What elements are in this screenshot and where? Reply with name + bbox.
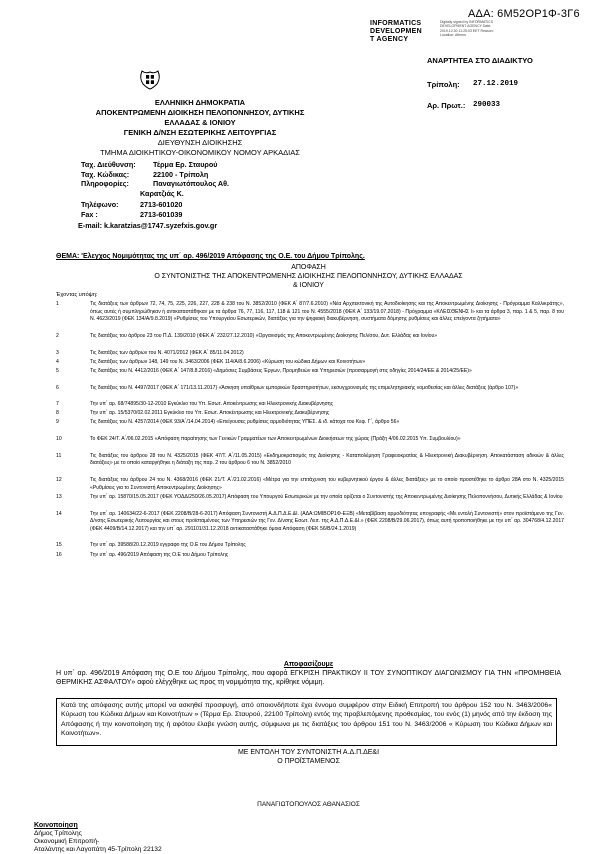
item-number: 5 bbox=[56, 367, 59, 374]
tel-fax-values bbox=[140, 200, 182, 219]
item-text: Τις διατάξεις του άρθρου 23 του Π.Δ. 139/2010 (ΦΕΚ Α΄ 232/27.12.2010) «Οργανισμός της Αποκεντρωμένης Διοίκησης Πελ/σου, Δυτ. Ελλάδας και Ιονίου» bbox=[90, 332, 438, 339]
header-block bbox=[60, 98, 340, 138]
item-number: 15 bbox=[56, 542, 62, 549]
date-value: 27.12.2019 bbox=[473, 80, 519, 88]
having-label: Έχοντας υπόψη: bbox=[56, 292, 98, 298]
greek-emblem-icon bbox=[137, 68, 163, 90]
item-number: 10 bbox=[56, 436, 62, 443]
signer-name: ΠΑΝΑΓΙΩΤΟΠΟΥΛΟΣ ΑΘΑΝΑΣΙΟΣ bbox=[257, 801, 360, 808]
protocol-row bbox=[427, 101, 501, 110]
header-line-0: ΕΛΛΗΝΙΚΗ ΔΗΜΟΚΡΑΤΙΑ bbox=[154, 98, 246, 107]
item-number: 8 bbox=[56, 410, 59, 417]
item-text: Τις διατάξεις των άρθρων 72, 74, 75, 225, 226, 227, 228 & 238 του Ν. 3852/2010 (ΦΕΚ Α΄ 87/7.6.2010) «Νέα Αρχιτεκτονική της Αυτοδιοίκησης και της Αποκεντρωμένης Διοίκησης - Πρόγραμμα Καλλικράτης», όπως αυτές ή συμπληρώθηκαν ή αντικαταστάθηκαν με τα άρθρα 76, 77, 116, 117, 118 & 121 του Ν. 4555/2018 (ΦΕΚ Α΄ 133/19.07.2018) - Πρόγραμμα «ΚΛΕΙΣΘΕΝΗΣ Ι» και τα άρθρα 3, παρ. 1 & 5, παρ. 8 του Ν. 4623/2019 (ΦΕΚ 134/Α/9.8.2019) «Ρυθμίσεις του Υπουργείου Εσωτερικών, διατάξεις για την ψηφιακή διακυβέρνηση, συστήματα δόμησης ρυθμίσεις και άλλες επείγοντα ζητήματα» bbox=[90, 301, 564, 323]
header-line-2: ΕΛΛΑΔΑΣ & ΙΟΝΙΟΥ bbox=[164, 118, 236, 127]
recipient-1: Οικονομική Επιτροπή- bbox=[34, 838, 100, 845]
item-number: 12 bbox=[56, 477, 62, 484]
signature-line-1: Ο ΠΡΟΪΣΤΑΜΕΝΟΣ bbox=[277, 758, 340, 765]
item-text: Την υπ΄ αρ. 68/74895/30-12-2010 Εγκύκλιο του Υπ. Εσωτ. Αποκέντρωσης και Ηλεκτρονικής Διακυβέρνησης bbox=[90, 401, 334, 408]
item-text: Τις διατάξεις του άρθρου 28 του Ν. 4325/2015 (ΦΕΚ 47/Τ. Α΄/11.05.2015) «Εκδημοκρατισμός της Διοίκησης - Καταπολέμηση Γραφειοκρατίας & Ηλεκτρονική Διακυβέρνηση. Αποκατάσταση αδικιών & άλλες διατάξεις» με το οποίο καταργήθηκε η διάταξη της παρ. 2 του άρθρου 6 του Ν. 3852/2010 bbox=[90, 452, 564, 467]
item-number: 2 bbox=[56, 332, 59, 339]
protocol-label: Αρ. Πρωτ.: bbox=[427, 101, 466, 110]
item-text: Την υπ΄ αρ. 15870/15.05.2017 (ΦΕΚ ΥΟΔΔ/250/26.05.2017) Απόφαση του Υπουργού Εσωτερικών με την οποία ορίζεται ο Συντονιστής της Αποκεντρωμένης Διοίκησης Πελοποννήσου, Δυτικής Ελλάδας & Ιονίου bbox=[90, 493, 563, 500]
date-row bbox=[427, 80, 519, 89]
item-text: Τις διατάξεις των άρθρων 148, 149 του Ν. 3463/2006 (ΦΕΚ 114/Α/8.6.2006) «Κύρωση του κώδικα Δήμων και Κοινοτήτων» bbox=[90, 358, 366, 365]
item-text: Τις διατάξεις του Ν. 4257/2014 (ΦΕΚ 93/Α΄/14.04.2014) «Επείγουσες ρυθμίσεις αρμοδιότητας ΥΠΕΣ. & ιδ. κάτοχα του Κεφ. Γ΄, άρθρο 56» bbox=[90, 419, 400, 426]
header-line-3: ΓΕΝΙΚΗ Δ/ΝΣΗ ΕΣΩΤΕΡΙΚΗΣ ΛΕΙΤΟΥΡΓΙΑΣ bbox=[123, 128, 277, 137]
theme-line: ΘΕΜΑ: 'Ελεγχος Νομιμότητας της υπ΄ αρ. 496/2019 Απόφασης της Ο.Ε. του Δήμου Τρίπολης. bbox=[56, 253, 365, 260]
digital-signature-text: Digitally signed by INFORMATICS DEVELOPMENT AGENCY Date: 2019.12.30 11:25:03 EET Reason: Location: Athens bbox=[440, 20, 494, 38]
email-line[interactable]: E-mail: k.karatzias@1747.syzefxis.gov.gr bbox=[78, 221, 218, 230]
informatics-agency-logo bbox=[370, 20, 494, 44]
logo-line1: INFORMATICS bbox=[370, 20, 422, 27]
info-label: Πληροφορίες: bbox=[81, 179, 129, 189]
recipient-0: Δήμος Τρίπολης bbox=[34, 830, 82, 837]
signature-line-0: ΜΕ ΕΝΤΟΛΗ ΤΟΥ ΣΥΝΤΟΝΙΣΤΗ Α.Δ.Π.ΔΕ&Ι bbox=[237, 749, 380, 756]
item-number: 9 bbox=[56, 419, 59, 426]
item-number: 4 bbox=[56, 358, 59, 365]
fax-label: Fax : bbox=[81, 209, 98, 219]
recipients-list bbox=[34, 830, 162, 854]
info-value-2: Καρατζιάς Κ. bbox=[140, 189, 184, 198]
tel-fax-labels bbox=[81, 200, 118, 219]
header-sub-block bbox=[60, 138, 340, 158]
item-number: 11 bbox=[56, 452, 62, 459]
header-sub-1: ΤΜΗΜΑ ΔΙΟΙΚΗΤΙΚΟΥ-ΟΙΚΟΝΟΜΙΚΟΥ ΝΟΜΟΥ ΑΡΚΑΔΙΑΣ bbox=[100, 148, 300, 157]
item-number: 1 bbox=[56, 301, 59, 307]
decision-line-2: & ΙΟΝΙΟΥ bbox=[293, 281, 324, 289]
item-text: Τις διατάξεις των άρθρων του Ν. 4071/2012 (ΦΕΚ Α΄ 85/11.04.2012) bbox=[90, 349, 244, 356]
info-value: Παναγιωτόπουλος Αθ. bbox=[153, 179, 230, 189]
tel-label: Τηλέφωνο: bbox=[81, 200, 119, 209]
signature-block bbox=[56, 748, 561, 766]
item-number: 14 bbox=[56, 510, 62, 517]
decision-body: Η υπ΄ αρ. 496/2019 Απόφαση της Ο.Ε του Δήμου Τρίπολης, που αφορά ΕΓΚΡΙΣΗ ΠΡΑΚΤΙΚΟΥ ΙΙ ΤΟΥ ΣΥΝΟΠΤΙΚΟΥ ΔΙΑΓΩΝΙΣΜΟΥ ΓΙΑ ΤΗΝ «ΠΡΟΜΗΘΕΙΑ ΘΕΡΜΙΚΗΣ ΑΣΦΑΛΤΟΥ» αφού ελέγχθηκε ως προς τη νομιμότητα της, κρίθηκε νόμιμη. bbox=[56, 670, 561, 687]
item-text: Την υπ΄ αρ. 39588/20.12.2019 εγγραφο της Ο.Ε του Δήμου Τρίπολης bbox=[90, 542, 246, 549]
recipient-2: Αταλάντης και Λαγοπάτη 45-Τρίπολη 22132 bbox=[34, 846, 162, 853]
date-label: Τρίπολη: bbox=[427, 80, 460, 89]
item-number: 7 bbox=[56, 401, 59, 408]
protocol-value: 290033 bbox=[473, 101, 501, 109]
contact-values bbox=[153, 160, 229, 189]
item-number: 16 bbox=[56, 551, 62, 558]
decision-title bbox=[56, 264, 561, 290]
logo-line3: T AGENCY bbox=[370, 36, 409, 43]
header-line-1: ΑΠΟΚΕΝΤΡΩΜΕΝΗ ΔΙΟΙΚΗΣΗ ΠΕΛΟΠΟΝΝΗΣΟΥ, ΔΥΤΙΚΗΣ bbox=[95, 108, 305, 117]
item-text: Την υπ΄ αρ. 15/5370/02.02.2011 Εγκύκλιο του Υπ. Εσωτ. Αποκέντρωσης και Ηλεκτρονικής Διακυβέρνησης bbox=[90, 410, 330, 417]
logo-line2: DEVELOPMEN bbox=[370, 28, 423, 35]
decision-line-0: ΑΠΟΦΑΣΗ bbox=[291, 264, 326, 271]
item-number: 6 bbox=[56, 384, 59, 391]
item-number: 13 bbox=[56, 493, 62, 500]
zip-value: 22100 - Τρίπολη bbox=[153, 169, 209, 179]
item-text: Τις διατάξεις του Ν. 4497/2017 (ΦΕΚ Α΄ 171/13.11.2017) «Άσκηση υπαίθριων εμπορικών δραστηριοτήτων, εκσυγχρονισμός της επιμελητηριακής νομοθεσίας και άλλες διατάξεις (άρθρο 107)» bbox=[90, 384, 519, 391]
tel-value: 2713-601020 bbox=[140, 200, 183, 209]
decide-heading: Αποφασίζουμε bbox=[283, 661, 334, 668]
item-text: Την υπ΄ αρ. 140634/22-6-2017 (ΦΕΚ 2208/Β/28-6-2017) Απόφαση Συντονιστή Α.Δ.Π.Δ.Ε.&Ι. (ΑΔΑ:ΩΜΙΒΟΡ1Φ-ΕΞΒ) «Μεταβίβαση αρμοδιότητας υπογραφής «Με εντολή Συντονιστή» στον προϊστάμενο της Γεν. Δ/νσης Εσωτερικής Λειτουργίας και στους προϊσταμένους των Υπηρεσιών της Γεν. Δ/νσης Εσωτ. Λειτ. της Α.Δ.Π.Δ.Ε.&Ι.» (ΦΕΚ 2208/Β/29.06.2017), όπως αυτή τροποποιήθηκε με την υπ΄ αρ. 304768/4.12.2017 (ΦΕΚ 4409/Β/14.12.2017) και την υπ΄ αρ. 291101/31.12.2018 αντικαταστάθηκε όμοια Απόφαση (ΦΕΚ 56/Β/24.1.2019) bbox=[90, 510, 564, 532]
item-text: Το ΦΕΚ 24/Τ. Α΄/06.02.2015 «Απόφαση παραίτησης των Γενικών Γραμματέων των Αποκεντρωμένων Διοικήσεων της χώρας (Πράξη 4/06.02.2015 Υπ. Συμβουλίου)» bbox=[90, 436, 461, 443]
addr-value: Τέρμα Ερ. Σταυρού bbox=[153, 160, 218, 169]
contact-labels bbox=[81, 160, 136, 189]
koinopoiisi-heading: Κοινοποίηση bbox=[34, 822, 78, 829]
ada-code: ΑΔΑ: 6Μ52ΟΡ1Φ-3Γ6 bbox=[468, 8, 580, 20]
zip-label: Ταχ. Κώδικας: bbox=[81, 169, 130, 179]
header-sub-0: ΔΙΕΥΘΥΝΣΗ ΔΙΟΙΚΗΣΗΣ bbox=[157, 138, 243, 147]
appeal-box: Κατά της απόφασης αυτής μπορεί να ασκηθεί προσφυγή, από οποιονδήποτε έχει έννομο συμφέρον στην Ειδική Επιτροπή του άρθρου 152 του Ν. 3463/2006« Κύρωση του Κώδικα Δήμων και Κοινοτήτων » (Τέρμα Ερ. Σταυρού, 22100 Τρίπολη) εντός της προβλεπόμενης προθεσμίας, του ενός (1) μηνός από την έκδοση της Απόφασης ή την κοινοποίηση της ή αφότου έλαβε γνώση αυτής, σύμφωνα με τις διατάξεις του άρθρου 151 του Ν. 3463/2006 « Κύρωση του Κώδικα Δήμων και Κοινοτήτων». bbox=[56, 698, 557, 746]
decision-line-1: Ο ΣΥΝΤΟΝΙΣΤΗΣ ΤΗΣ ΑΠΟΚΕΝΤΡΩΜΕΝΗΣ ΔΙΟΙΚΗΣΗΣ ΠΕΛΟΠΟΝΝΗΣΟΥ, ΔΥΤΙΚΗΣ ΕΛΛΑΔΑΣ bbox=[154, 272, 463, 280]
posting-label: ΑΝΑΡΤΗΤΕΑ ΣΤΟ ΔΙΑΔΙΚΤΥΟ bbox=[427, 56, 533, 65]
fax-value: 2713-601039 bbox=[140, 209, 183, 219]
addr-label: Ταχ. Διεύθυνση: bbox=[81, 160, 136, 169]
item-text: Την υπ΄ αρ. 496/2019 Απόφαση της Ο.Ε του Δήμου Τρίπολης bbox=[90, 551, 229, 558]
item-text: Τις διατάξεις του Ν. 4412/2016 (ΦΕΚ Α΄ 147/8.8.2016) «Δημόσιες Συμβάσεις Έργων, Προμηθειών και Υπηρεσιών (προσαρμογή στις οδηγίες 2014/24/ΕΕ & 2014/25/ΕΕ)» bbox=[90, 367, 472, 374]
item-number: 3 bbox=[56, 349, 59, 356]
item-text: Τις διατάξεις του άρθρου 24 του Ν. 4368/2016 (ΦΕΚ 21/Τ. Α΄/21.02.2016) «Μέτρα για την επιτάχυνση του κυβερνητικού έργου & άλλες διατάξεις» με το οποίο προστέθηκε το άρθρο 28Α στο Ν. 4325/2015 «Ρυθμίσεις για το Συντονιστή Αποκεντρωμένης Διοίκησης» bbox=[90, 477, 564, 491]
